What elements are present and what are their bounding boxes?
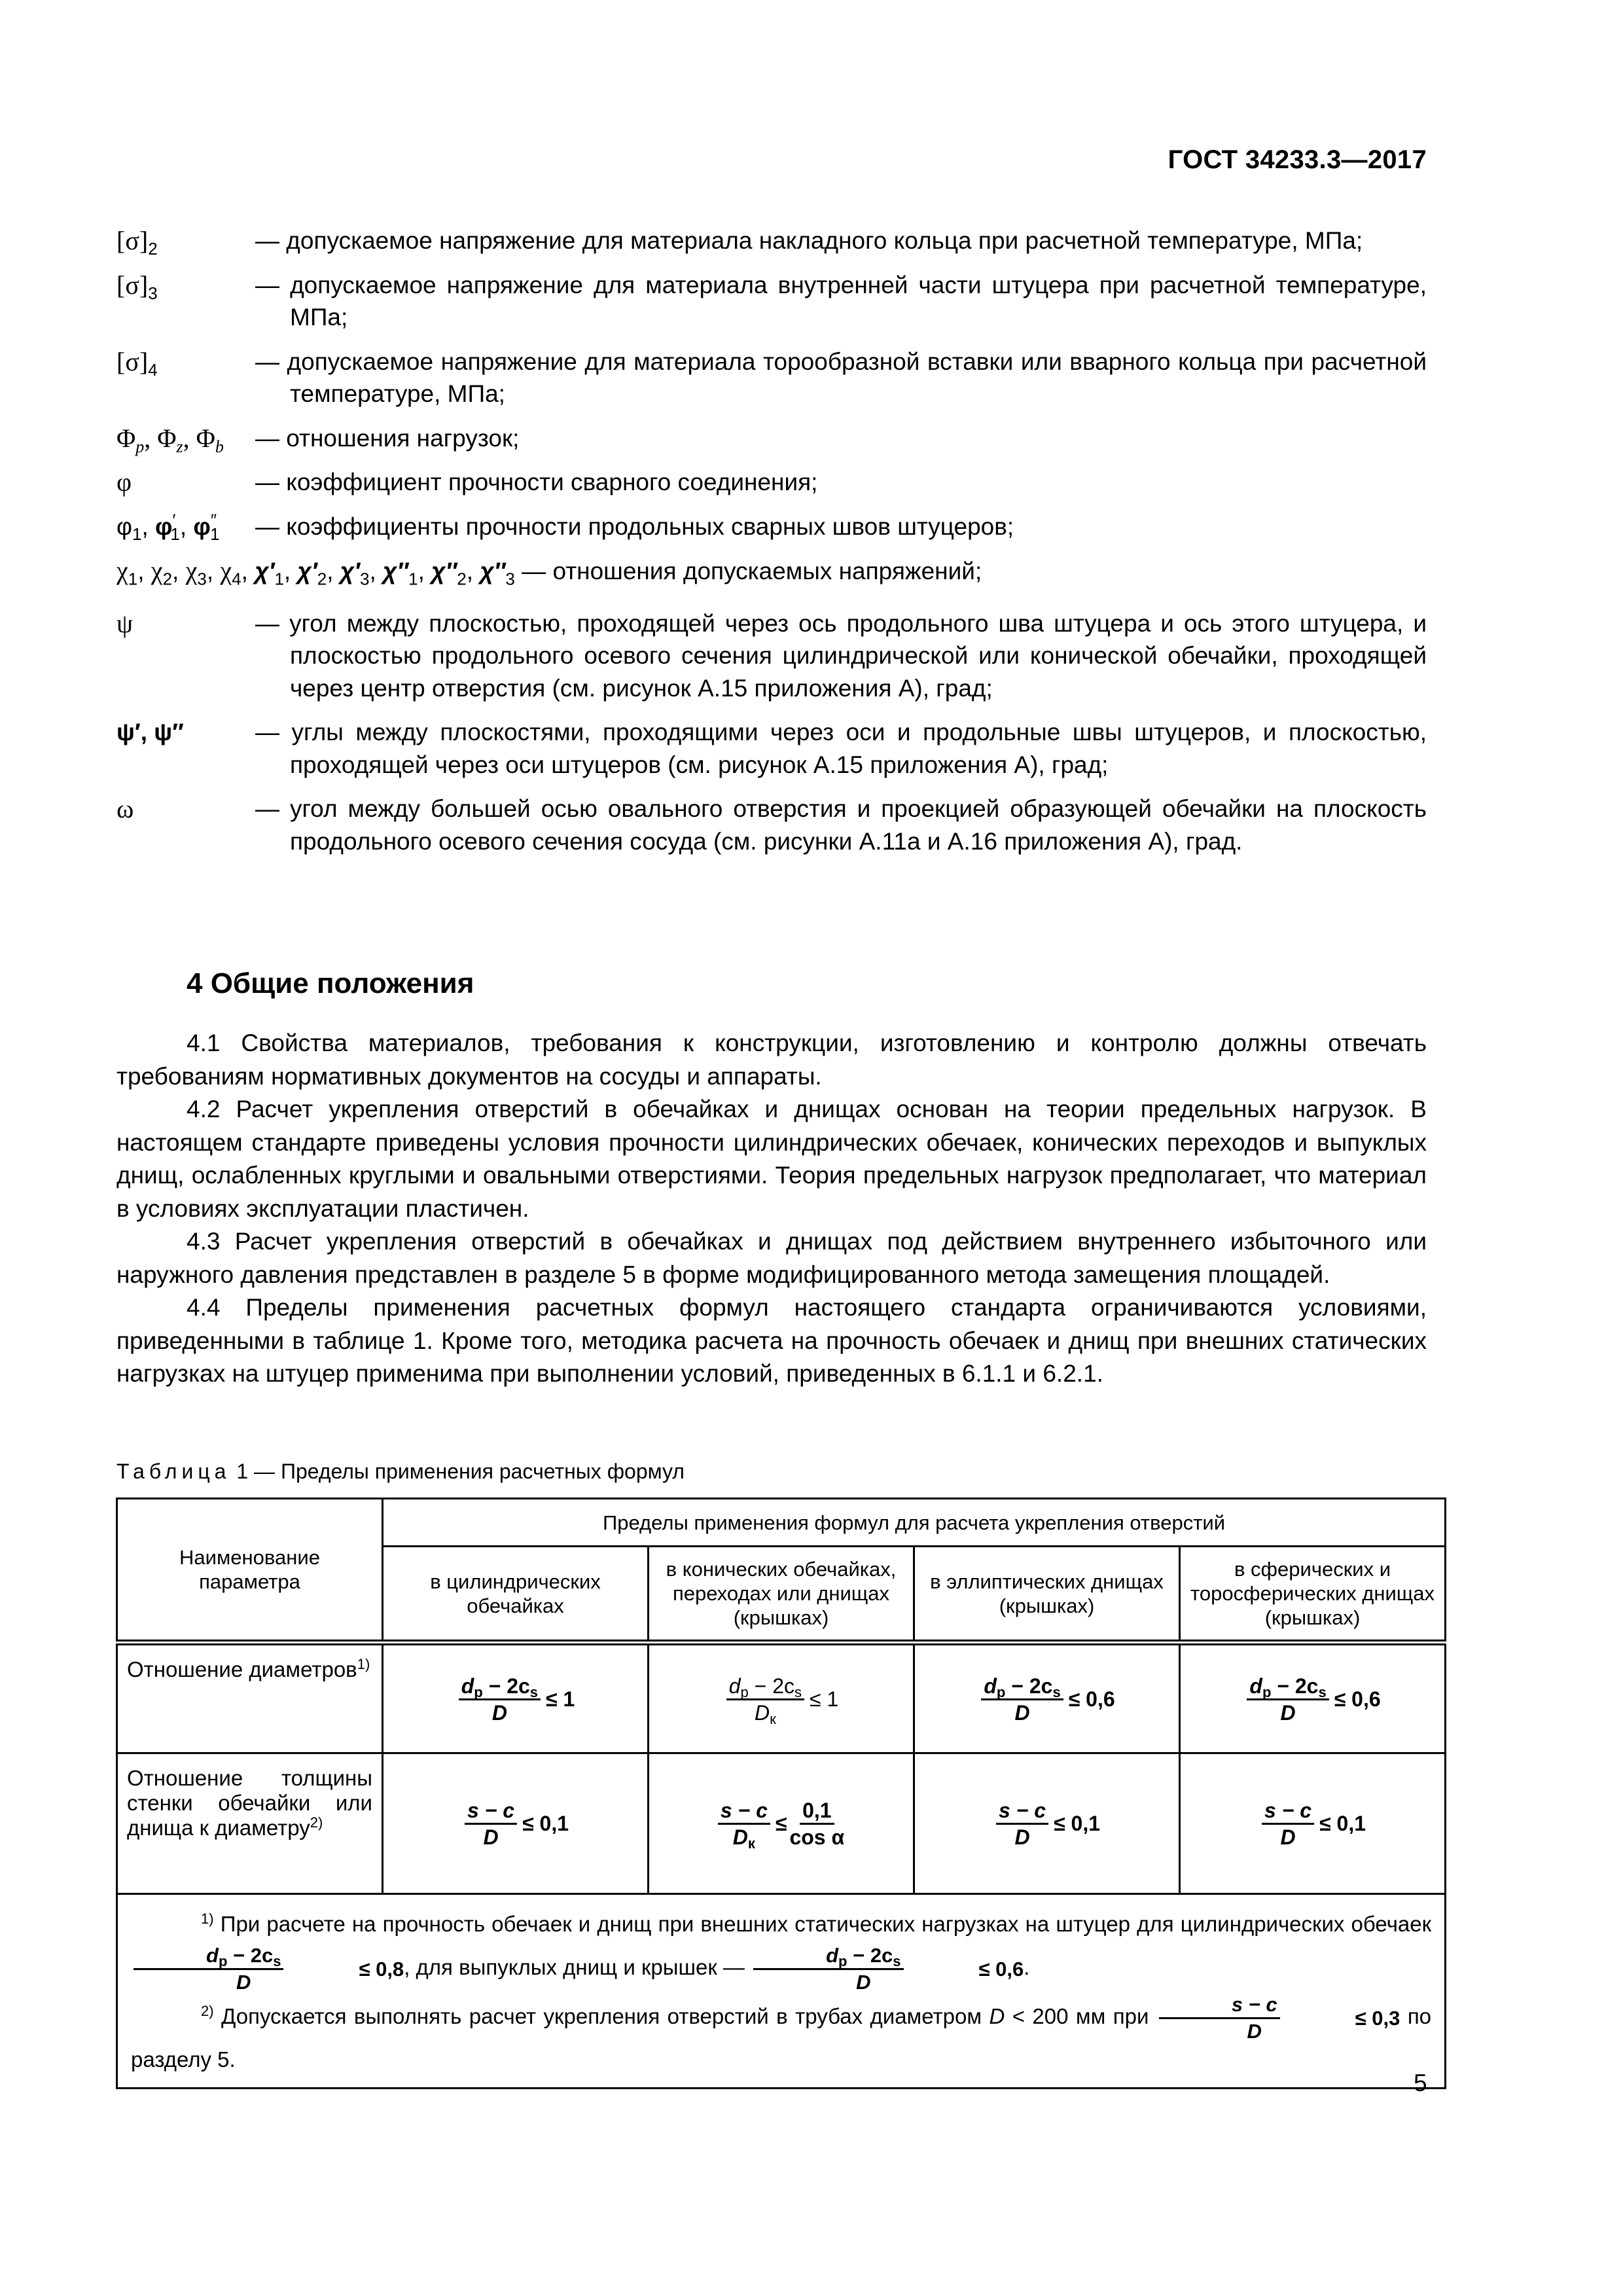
- definition-text: отношения нагрузок;: [286, 424, 520, 452]
- definition-text: угол между плоскостью, проходящей через ось продольного шва штуцера и ось этого штуцера, и плоскостью продольного осевого сечения цилиндрической или конической обечайки, проходящей через центр отверстия (см. рисунок А.15 приложения А), град;: [289, 609, 1427, 702]
- definition-text: коэффициенты прочности продольных сварных швов штуцеров;: [286, 512, 1014, 540]
- definition-phi-1: $\varphi_1$, $\varphi'_1$, $\varphi''_1$ — коэффициенты прочности продольных сварных швов штуцеров;: [116, 510, 1014, 544]
- table-row: [117, 1753, 1446, 1894]
- paragraph-4-4: 4.4 Пределы применения расчетных формул настоящего стандарта ограничиваются условиями, приведенными в таблице 1. Кроме того, методика расчета на прочность обечаек и днищ при внешних статических нагрузках на штуцер применима при выполнении условий, приведенных в 6.1.1 и 6.2.1.: [116, 1294, 1427, 1387]
- symbol: $[\sigma]_4$: [116, 346, 158, 380]
- definition-text: коэффициент прочности сварного соединения;: [286, 469, 818, 495]
- definition-text: допускаемое напряжение для материала внутренней части штуцера при расчетной температуре, МПа;: [290, 271, 1427, 331]
- caption-title: — Пределы применения расчетных формул: [254, 1460, 685, 1483]
- formula-cell: $\frac{s - c}{D}$ ≤ 0,1: [383, 1753, 649, 1894]
- symbol: $[\sigma]_3$: [116, 270, 158, 303]
- param-diameter-ratio: Отношение диаметров$^{1)}$: [117, 1643, 383, 1753]
- header-param-name: Наименование параметра: [117, 1499, 383, 1643]
- definition-text: отношения допускаемых напряжений;: [552, 558, 982, 584]
- formula-limits-table: [116, 1498, 1446, 2089]
- paragraph-4-2: 4.2 Расчет укрепления отверстий в обечайках и днищах основан на теории предельных нагрузок. В настоящем стандарте приведены условия прочности цилиндрических обечаек, конических переходов и выпуклых днищ, ослабленных круглыми и овальными отверстиями. Теория предельных нагрузок предполагает, что материал в условиях эксплуатации пластичен.: [116, 1096, 1427, 1222]
- caption-number: 1: [236, 1460, 249, 1483]
- header-conical: в конических обечайках, переходах или днищах (крышках): [649, 1547, 914, 1643]
- document-code-header: ГОСТ 34233.3—2017: [1168, 145, 1427, 174]
- header-cylindrical: в цилиндрических обечайках: [383, 1547, 649, 1643]
- definition-text: допускаемое напряжение для материала накладного кольца при расчетной температуре, МПа;: [286, 227, 1363, 254]
- table-row: [117, 1643, 1446, 1753]
- table-footnotes: [117, 1894, 1446, 2089]
- formula-cell: $\frac{s - c}{D}$ ≤ 0,1: [914, 1753, 1180, 1894]
- definition-sigma-2: $[\sigma]_2$ — допускаемое напряжение для материала накладного кольца при расчетной температуре, МПа;: [116, 226, 1363, 259]
- page-number: 5: [1414, 2070, 1427, 2096]
- table-footnotes-row: [117, 1894, 1446, 2089]
- definition-sigma-3: $[\sigma]_3$ — допускаемое напряжение для материала внутренней части штуцера при расчетной температуре, МПа;: [116, 270, 1427, 331]
- header-spherical: в сферических и торосферических днищах (крышках): [1180, 1547, 1446, 1643]
- paragraph-4-3: 4.3 Расчет укрепления отверстий в обечайках и днищах под действием внутреннего избыточного или наружного давления представлен в разделе 5 в форме модифицированного метода замещения площадей.: [116, 1228, 1427, 1288]
- symbol: ψ: [116, 608, 134, 638]
- symbol: $\varphi_1$, $\varphi'_1$, $\varphi''_1$: [116, 510, 220, 544]
- param-thickness-ratio: Отношение толщины стенки обечайки или днища к диаметру$^{2)}$: [117, 1753, 383, 1894]
- definition-phi: φ — коэффициент прочности сварного соединения;: [116, 466, 1427, 499]
- header-group: Пределы применения формул для расчета укрепления отверстий: [383, 1499, 1446, 1547]
- caption-label: Таблица: [116, 1460, 231, 1483]
- symbol: $[\sigma]_2$: [116, 226, 158, 259]
- definition-chi: $\chi_1$, $\chi_2$, $\chi_3$, $\chi_4$, $\chi'_1$, $\chi'_2$, $\chi'_3$, $\chi''_1$, $\chi''_2$, $\chi''_3$ — отношения допускаемых напряжений;: [116, 556, 982, 589]
- footnote-2: $^{2)}$ Допускается выполнять расчет укрепления отверстий в трубах диаметром D < 200 мм при $\frac{s - c}{D}$ ≤ 0,3 по разделу 5.: [131, 1993, 1432, 2072]
- symbol: $\Phi_p$, $\Phi_z$, $\Phi_b$: [116, 423, 224, 456]
- formula-cell: $\frac{s - c}{D}$ ≤ 0,1: [1180, 1753, 1446, 1894]
- table-caption: [116, 1458, 685, 1484]
- definition-psi-primes: ψ′, ψ″ — углы между плоскостями, проходящими через оси и продольные швы штуцеров, и плоскостью, проходящей через оси штуцеров (см. рисунок А.15 приложения А), град;: [116, 716, 1427, 781]
- formula-cell: $\frac{d_p - 2c_s}{D}$ ≤ 0,6: [914, 1643, 1180, 1753]
- section-general-provisions: [116, 965, 1427, 1391]
- formula-cell: $\frac{d_p - 2c_s}{D}$ ≤ 0,6: [1180, 1643, 1446, 1753]
- header-elliptical: в эллиптических днищах (крышках): [914, 1547, 1180, 1643]
- definition-text: углы между плоскостями, проходящими через оси и продольные швы штуцеров, и плоскостью, проходящей через оси штуцеров (см. рисунок А.15 приложения А), град;: [290, 719, 1427, 778]
- formula-cell: $\frac{d_p - 2c_s}{D_к}$ ≤ 1: [649, 1643, 914, 1753]
- formula-cell: $\frac{d_p - 2c_s}{D}$ ≤ 1: [383, 1643, 649, 1753]
- symbol: $\chi_1$, $\chi_2$, $\chi_3$, $\chi_4$, $\chi'_1$, $\chi'_2$, $\chi'_3$, $\chi''_1$, $\chi''_2$, $\chi''_3$: [116, 556, 515, 589]
- definition-text: допускаемое напряжение для материала торообразной вставки или вварного кольца при расчетной температуре, МПа;: [287, 348, 1427, 407]
- formula-cell: $\frac{s - c}{D_к}$ ≤ $\frac{0,1}{\text{cos α}}$: [649, 1753, 914, 1894]
- symbol: ω: [116, 794, 134, 824]
- symbol: ψ′, ψ″: [116, 719, 184, 746]
- symbol: φ: [116, 467, 132, 497]
- definition-text: угол между большей осью овального отверстия и проекцией образующей обечайки на плоскость продольного осевого сечения сосуда (см. рисунки А.11а и А.16 приложения А), град.: [290, 795, 1427, 855]
- section-heading: 4 Общие положения: [187, 967, 474, 999]
- definition-psi: ψ — угол между плоскостью, проходящей через ось продольного шва штуцера и ось этого штуцера, и плоскостью продольного осевого сечения цилиндрической или конической обечайки, проходящей через центр отверстия (см. рисунок А.15 приложения А), град;: [116, 608, 1427, 702]
- definition-phi-loads: $\Phi_p$, $\Phi_z$, $\Phi_b$ — отношения нагрузок;: [116, 423, 520, 456]
- symbol-definitions-list: [116, 224, 1427, 869]
- paragraph-4-1: 4.1 Свойства материалов, требования к конструкции, изготовлению и контролю должны отвечать требованиям нормативных документов на сосуды и аппараты.: [116, 1030, 1427, 1090]
- footnote-1: $^{1)}$ При расчете на прочность обечаек и днищ при внешних статических нагрузках на штуцер для цилиндрических обечаек $\frac{d_p - 2c_s}{D}$ ≤ 0,8 , для выпуклых днищ и крышек — $\frac{d_p - 2c_s}{D}$ ≤ 0,6 .: [131, 1904, 1431, 1994]
- definition-sigma-4: $[\sigma]_4$ — допускаемое напряжение для материала торообразной вставки или вварного кольца при расчетной температуре, МПа;: [116, 346, 1427, 407]
- definition-omega: ω — угол между большей осью овального отверстия и проекцией образующей обечайки на плоскость продольного осевого сечения сосуда (см. рисунки А.11а и А.16 приложения А), град.: [116, 794, 1427, 855]
